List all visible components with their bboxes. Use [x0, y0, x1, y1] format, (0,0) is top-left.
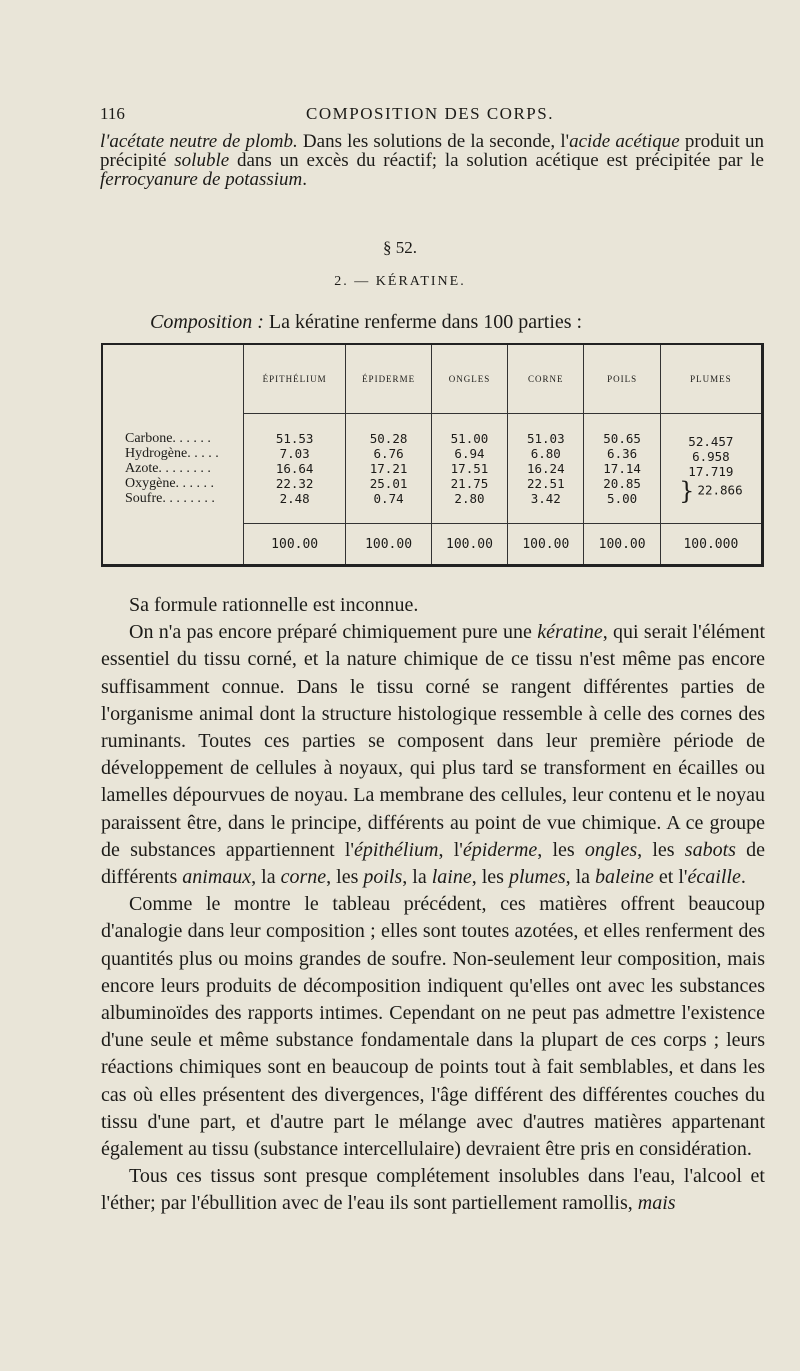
intro-text: produit un précipité [100, 131, 764, 171]
intro-text: dans un excès du réactif; la solution acétique est précipitée par le [229, 150, 764, 171]
table-cell: 6.94 [454, 446, 485, 461]
text-run: , qui serait l'élément essentiel du tissu corné, et la nature chimique de ce tissu n'est même pas encore suffisamment connue. Dans le tissu corné se rangent différentes parties de l'organisme animal dont la structure histologique ressemble à celle des cornes des ruminants. Toutes ces parties se composent dans leur première période de développement de cellules à noyaux, qui plus tard se transforment en écailles ou lamelles dépourvues de noyau. La membrane des cellules, leur contenu et le noyau paraissent être, dans le principe, différents au point de vue chimique. A ce groupe de substances appartiennent l' [101, 621, 766, 861]
table-corner [103, 345, 244, 414]
text-run: sabots [684, 838, 736, 861]
values-ongles [431, 414, 507, 524]
table-cell: 2.80 [454, 491, 485, 506]
text-run: mais [637, 1192, 676, 1215]
table-cell: 0.74 [373, 491, 404, 506]
body-text [101, 592, 765, 1218]
text-run: écaille [687, 866, 741, 889]
table-cell: 6.36 [607, 446, 638, 461]
column-header-corne: CORNE [508, 345, 584, 414]
text-run: ongles [584, 838, 638, 861]
text-run: de différents [101, 838, 765, 889]
values-plumes [660, 414, 761, 524]
row-label: Hydrogène. . . . . [125, 446, 219, 461]
table-cell: 21.75 [450, 476, 489, 491]
table-cell: 51.03 [526, 431, 565, 446]
values-epithelium [244, 414, 346, 524]
page-number: 116 [100, 104, 125, 123]
table-cell: 17.14 [603, 461, 641, 476]
paragraph [101, 1163, 765, 1217]
text-run: et l' [653, 866, 688, 889]
table-cell: 22.51 [526, 476, 565, 491]
text-run: laine [431, 866, 472, 889]
table-cell: 22.866 [697, 482, 743, 498]
table-cell: 3.42 [530, 491, 561, 506]
total-cell: 100.00 [431, 524, 507, 565]
values-corne [508, 414, 584, 524]
row-label: Oxygène. . . . . . [125, 476, 215, 491]
table-cell: 50.28 [369, 431, 408, 446]
text-run: kératine [537, 621, 603, 644]
column-header-epiderme: ÉPIDERME [346, 345, 432, 414]
page-header [100, 104, 760, 130]
row-label: Soufre. . . . . . . . [125, 491, 215, 506]
intro-text: l'acétate neutre de plomb. [100, 131, 298, 152]
table-cell: 52.457 [688, 434, 734, 449]
intro-text: Dans les solutions de la seconde, l' [297, 131, 570, 152]
text-run: . [740, 866, 746, 889]
table-cell: 51.53 [275, 431, 314, 446]
keratine-composition-table [101, 343, 764, 567]
table-cell: 16.24 [526, 461, 565, 476]
table-cell: 2.48 [279, 491, 310, 506]
text-run: , la [402, 866, 432, 889]
column-header-poils: POILS [584, 345, 660, 414]
text-run: , les [637, 838, 685, 861]
brace-icon: } [679, 477, 695, 505]
text-run: Tous ces tissus sont presque complétement insolubles dans l'eau, l'alcool et l'éther; par l'ébullition avec de l'eau ils sont partiellement ramollis, [101, 1165, 765, 1215]
intro-text: . [302, 169, 308, 190]
total-cell: 100.00 [244, 524, 346, 565]
table-cell: 51.00 [450, 431, 489, 446]
running-head: COMPOSITION DES CORPS. [306, 104, 554, 123]
section-number: § 52. [383, 238, 417, 257]
composition-lead: Composition : [150, 311, 264, 333]
text-run: , les [537, 838, 585, 861]
column-header-plumes: PLUMES [660, 345, 761, 414]
row-label: Carbone. . . . . . [125, 431, 211, 446]
row-label: Azote. . . . . . . . [125, 461, 211, 476]
table-cell: 16.64 [275, 461, 314, 476]
table-cell: 17.719 [688, 464, 734, 479]
table-cell: 17.21 [369, 461, 408, 476]
composition-text: La kératine renferme dans 100 parties : [263, 311, 583, 333]
text-run: corne [280, 866, 327, 889]
total-cell: 100.00 [584, 524, 660, 565]
text-run: animaux [182, 866, 252, 889]
text-run: plumes [508, 866, 566, 889]
table-cell: 25.01 [369, 476, 408, 491]
table-cell: 50.65 [603, 431, 641, 446]
row-labels [103, 414, 244, 524]
table-cell: 5.00 [607, 491, 638, 506]
text-run: épithélium [354, 838, 439, 861]
column-header-epithelium: ÉPITHÉLIUM [244, 345, 346, 414]
text-run: poils [363, 866, 403, 889]
table-cell: 7.03 [279, 446, 310, 461]
intro-text: soluble [174, 150, 230, 171]
composition-line [150, 311, 582, 334]
text-run: baleine [595, 866, 654, 889]
total-cell: 100.000 [660, 524, 761, 565]
values-poils [584, 414, 660, 524]
paragraph: Sa formule rationnelle est inconnue. [129, 594, 419, 616]
intro-text: ferrocyanure de potassium [100, 169, 303, 190]
table-cell: 6.80 [530, 446, 561, 461]
values-epiderme [346, 414, 432, 524]
text-run: , les [471, 866, 509, 889]
totals-label [103, 524, 244, 565]
section-title: 2. — KÉRATINE. [334, 274, 466, 289]
table-cell: 6.958 [692, 449, 730, 464]
text-run: , la [251, 866, 281, 889]
table-cell: 20.85 [603, 476, 641, 491]
text-run: épiderme [462, 838, 538, 861]
table-cell: 6.76 [373, 446, 404, 461]
total-cell: 100.00 [508, 524, 584, 565]
merged-cell [662, 479, 760, 503]
total-cell: 100.00 [346, 524, 432, 565]
column-header-ongles: ONGLES [431, 345, 507, 414]
text-run: , l' [438, 838, 463, 861]
text-run: , la [565, 866, 596, 889]
text-run: , les [326, 866, 364, 889]
intro-paragraph [100, 132, 764, 189]
text-run: On n'a pas encore préparé chimiquement pure une [129, 621, 538, 644]
intro-text: acide acétique [569, 131, 680, 152]
paragraph [101, 619, 765, 891]
table-cell: 22.32 [275, 476, 314, 491]
table-cell: 17.51 [450, 461, 489, 476]
paragraph: Comme le montre le tableau précédent, ces matières offrent beaucoup d'analogie dans leur composition ; elles sont toutes azotées, et elles renferment des quantités plus ou moins grandes de soufre. Non-seulement leur composition, mais encore leurs produits de décomposition indiquent qu'elles ont avec les substances albuminoïdes des rapports intimes. Cependant on ne peut pas admettre l'existence d'une seule et même substance fondamentale dans la plupart de ces corps ; leurs réactions chimiques sont en beaucoup de points tout à fait semblables, et dans les cas où elles présentent des divergences, l'âge différent des différentes couches du tissu d'une part, et d'autre part le mélange avec d'autres matières appartenant également au tissu (substance intercellulaire) devraient être pris en considération. [101, 893, 765, 1161]
